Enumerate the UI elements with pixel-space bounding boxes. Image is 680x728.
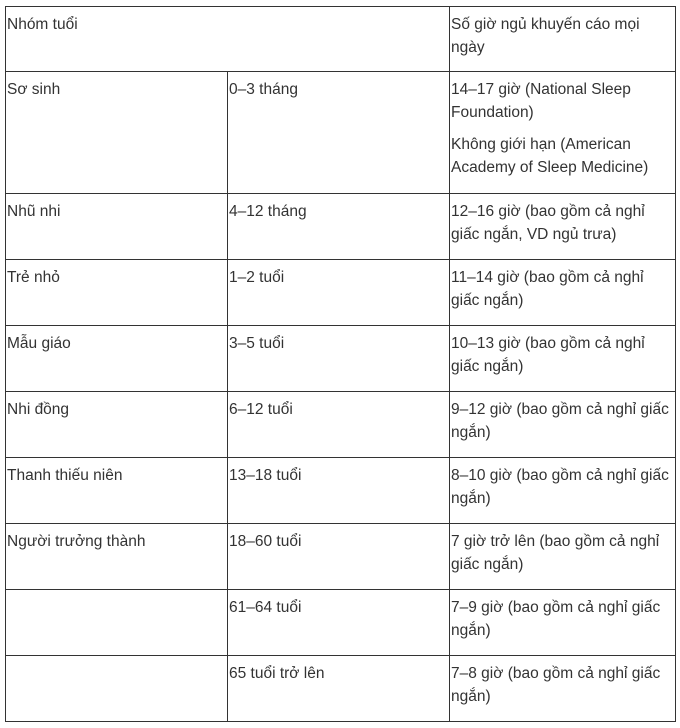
cell-hours: 7–9 giờ (bao gồm cả nghỉ giấc ngắn) [450,590,676,656]
cell-group: Nhũ nhi [6,194,228,260]
header-recommended-hours: Số giờ ngủ khuyến cáo mọi ngày [450,7,676,72]
cell-group: Trẻ nhỏ [6,260,228,326]
cell-age: 65 tuổi trở lên [228,656,450,722]
cell-age: 3–5 tuổi [228,326,450,392]
hours-aasm: Không giới hạn (American Academy of Sleep Medicine) [451,136,649,176]
cell-hours [450,72,676,194]
table-row [6,326,676,392]
table-header-row [6,7,676,72]
cell-hours: 7–8 giờ (bao gồm cả nghỉ giấc ngắn) [450,656,676,722]
cell-age: 61–64 tuổi [228,590,450,656]
cell-hours: 7 giờ trở lên (bao gồm cả nghỉ giấc ngắn) [450,524,676,590]
cell-group: Thanh thiếu niên [6,458,228,524]
cell-hours: 8–10 giờ (bao gồm cả nghỉ giấc ngắn) [450,458,676,524]
table-row [6,458,676,524]
cell-age: 0–3 tháng [228,72,450,194]
table-row [6,524,676,590]
table-row [6,392,676,458]
cell-hours: 10–13 giờ (bao gồm cả nghỉ giấc ngắn) [450,326,676,392]
table-row [6,656,676,722]
cell-hours: 11–14 giờ (bao gồm cả nghỉ giấc ngắn) [450,260,676,326]
cell-age: 6–12 tuổi [228,392,450,458]
table-row [6,590,676,656]
cell-age: 13–18 tuổi [228,458,450,524]
cell-age: 4–12 tháng [228,194,450,260]
cell-age: 1–2 tuổi [228,260,450,326]
sleep-recommendation-table [5,6,676,722]
table-row [6,72,676,194]
table-row [6,260,676,326]
cell-group: Mẫu giáo [6,326,228,392]
cell-group: Người trưởng thành [6,524,228,590]
hours-nsf: 14–17 giờ (National Sleep Foundation) [451,81,631,121]
header-age-group: Nhóm tuổi [6,7,450,72]
cell-group [6,590,228,656]
cell-hours: 12–16 giờ (bao gồm cả nghỉ giấc ngắn, VD ngủ trưa) [450,194,676,260]
cell-age: 18–60 tuổi [228,524,450,590]
table-row [6,194,676,260]
cell-group: Sơ sinh [6,72,228,194]
cell-group: Nhi đồng [6,392,228,458]
cell-hours: 9–12 giờ (bao gồm cả nghỉ giấc ngắn) [450,392,676,458]
cell-group [6,656,228,722]
